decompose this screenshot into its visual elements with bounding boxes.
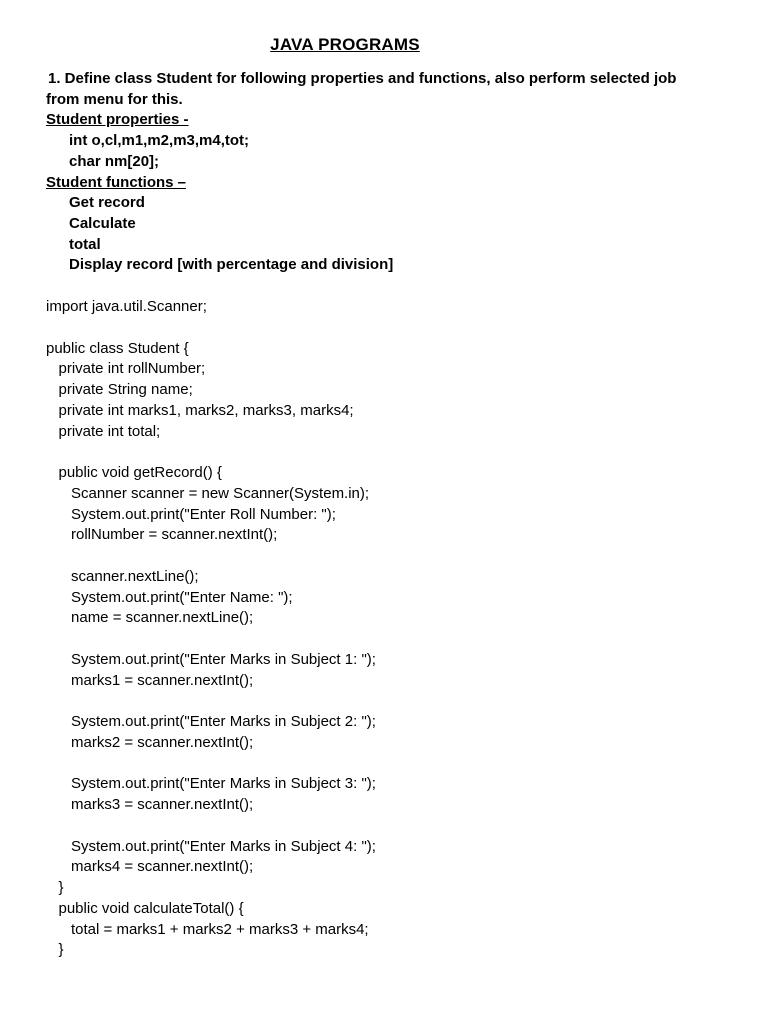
function-item: Calculate: [69, 214, 136, 232]
code-line: marks4 = scanner.nextInt();: [46, 858, 254, 876]
question-block: [46, 69, 746, 276]
code-line: [46, 754, 746, 775]
code-line: System.out.print("Enter Name: ");: [46, 588, 293, 606]
code-line: name = scanner.nextLine();: [46, 609, 254, 627]
code-line: public class Student {: [46, 339, 189, 357]
code-line: Scanner scanner = new Scanner(System.in);: [46, 484, 370, 502]
code-line: private int rollNumber;: [46, 360, 206, 378]
code-line: private int total;: [46, 422, 161, 440]
code-line: marks2 = scanner.nextInt();: [46, 733, 254, 751]
code-line: }: [46, 879, 64, 896]
question-text-line-2: from menu for this.: [46, 90, 183, 108]
page-title: JAVA PROGRAMS: [270, 35, 420, 54]
property-item: char nm[20];: [69, 152, 160, 170]
code-line: [46, 318, 746, 339]
code-line: rollNumber = scanner.nextInt();: [46, 526, 278, 544]
code-line: [46, 442, 746, 463]
code-line: import java.util.Scanner;: [46, 298, 207, 315]
code-line: System.out.print("Enter Marks in Subject 3: ");: [46, 775, 376, 793]
code-line: [46, 546, 746, 567]
code-line: public void calculateTotal() {: [46, 899, 244, 917]
question-text-line-1: 1. Define class Student for following properties and functions, also perform selected job: [48, 70, 677, 87]
code-line: System.out.print("Enter Marks in Subject 1: ");: [46, 650, 376, 668]
code-line: marks3 = scanner.nextInt();: [46, 796, 254, 813]
function-item: Get record: [69, 194, 145, 212]
functions-heading: Student functions –: [46, 173, 186, 191]
code-line: scanner.nextLine();: [46, 567, 199, 585]
code-line: System.out.print("Enter Marks in Subject 2: ");: [46, 713, 376, 730]
code-line: System.out.print("Enter Roll Number: ");: [46, 505, 336, 523]
code-line: marks1 = scanner.nextInt();: [46, 671, 254, 689]
code-line: private int marks1, marks2, marks3, marks4;: [46, 401, 354, 419]
code-line: [46, 629, 746, 650]
code-line: }: [46, 941, 64, 959]
code-line: [46, 816, 746, 837]
code-line: private String name;: [46, 381, 193, 398]
property-item: int o,cl,m1,m2,m3,m4,tot;: [69, 132, 250, 150]
function-item: total: [69, 235, 101, 253]
code-line: total = marks1 + marks2 + marks3 + marks4;: [46, 920, 369, 938]
function-item: Display record [with percentage and division]: [69, 256, 394, 274]
code-line: System.out.print("Enter Marks in Subject 4: ");: [46, 837, 376, 855]
code-line: public void getRecord() {: [46, 464, 222, 481]
code-line: [46, 691, 746, 712]
code-listing: [46, 297, 746, 961]
properties-heading: Student properties -: [46, 111, 189, 129]
